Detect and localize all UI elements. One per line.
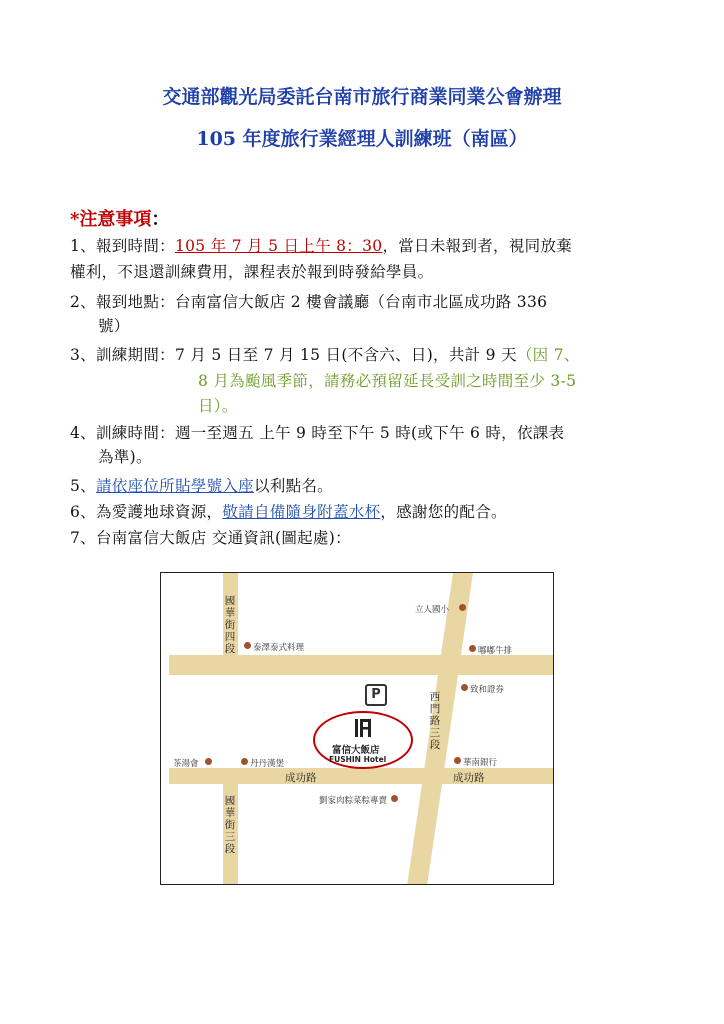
item-5-prefix: 5、: [70, 477, 96, 495]
item-4-line-1: 4、訓練時間：週一至週五 上午 9 時至下午 5 時(或下午 6 時，依課表: [70, 424, 565, 442]
item-6: [70, 500, 507, 522]
label-guohua-4: 國華街四段: [224, 595, 236, 655]
item-1-time: 105 年 7 月 5 日上午 8：30: [174, 237, 383, 255]
poi-dudu-dot: [469, 645, 476, 652]
poi-dandan-dot: [241, 758, 248, 765]
poi-dandan: 丹丹漢堡: [250, 759, 285, 769]
hotel-name-en: FUSHIN Hotel: [329, 755, 387, 764]
poi-huanan: 華南銀行: [463, 758, 498, 768]
road-north-horizontal: [169, 655, 554, 675]
poi-liujia: 劉家肉粽菜粽專賣: [319, 796, 388, 806]
poi-taize-dot: [244, 642, 251, 649]
parking-icon: P: [365, 684, 387, 706]
label-chenggong-right: 成功路: [453, 772, 485, 784]
poi-dudu: 嘟嘟牛排: [478, 646, 513, 656]
item-2-line-2: 號）: [98, 317, 130, 335]
item-5-highlight: 請依座位所貼學號入座: [95, 477, 254, 495]
item-3-line-1: [70, 343, 580, 365]
label-chenggong-left: 成功路: [285, 772, 317, 784]
item-6-highlight: 敬請自備隨身附蓋水杯: [222, 503, 381, 521]
poi-liujia-dot: [391, 795, 398, 802]
title-line-1: 交通部觀光局委託台南市旅行商業同業公會辦理: [162, 86, 562, 108]
item-4-line-2: 為準)。: [98, 448, 152, 466]
poi-chatang-dot: [205, 758, 212, 765]
poi-zhihe-dot: [461, 684, 468, 691]
poi-taize: 泰澤泰式料理: [253, 643, 305, 653]
poi-liren-dot: [459, 604, 466, 611]
item-5-rest: 以利點名。: [253, 477, 333, 495]
item-6-prefix: 6、為愛護地球資源，: [70, 503, 223, 521]
item-5: [70, 474, 333, 496]
hotel-logo-icon: [354, 718, 372, 738]
location-map: [160, 572, 554, 885]
item-1-rest: ，當日未報到者，視同放棄: [382, 237, 573, 255]
poi-chatang: 茶湯會: [173, 759, 199, 769]
item-7: 7、台南富信大飯店 交通資訊(圖起處)：: [70, 529, 351, 547]
title-line-2: 105 年度旅行業經理人訓練班（南區）: [196, 128, 528, 150]
poi-zhihe: 致和證券: [470, 685, 505, 695]
item-6-rest: ，感謝您的配合。: [380, 503, 507, 521]
notes-heading-colon: ：: [151, 209, 170, 230]
item-3-note-start: （因 7、: [516, 346, 580, 364]
hotel-name: 富信大飯店: [332, 745, 380, 756]
item-3-text: 3、訓練期間：7 月 5 日至 7 月 15 日(不含六、日)，共計 9 天: [70, 346, 517, 364]
notes-heading-text: *注意事項: [70, 209, 152, 230]
label-ximen-3: 西門路三段: [429, 691, 441, 751]
item-3-note-line-2: 8 月為颱風季節，請務必預留延長受訓之時間至少 3-5: [198, 372, 577, 390]
poi-huanan-dot: [454, 757, 461, 764]
road-chenggong: [169, 768, 554, 784]
item-3-note-line-3: 日）。: [198, 397, 238, 415]
notes-heading: [70, 205, 169, 231]
item-2-line-1: 2、報到地點：台南富信大飯店 2 樓會議廳（台南市北區成功路 336: [70, 293, 548, 311]
label-guohua-3: 國華街三段: [224, 795, 236, 855]
item-1-prefix: 1、報到時間：: [70, 237, 175, 255]
item-1-line-1: [70, 234, 572, 256]
item-1-line-2: 權利，不退還訓練費用，課程表於報到時發給學員。: [70, 263, 434, 281]
poi-liren: 立人國小: [415, 605, 450, 615]
